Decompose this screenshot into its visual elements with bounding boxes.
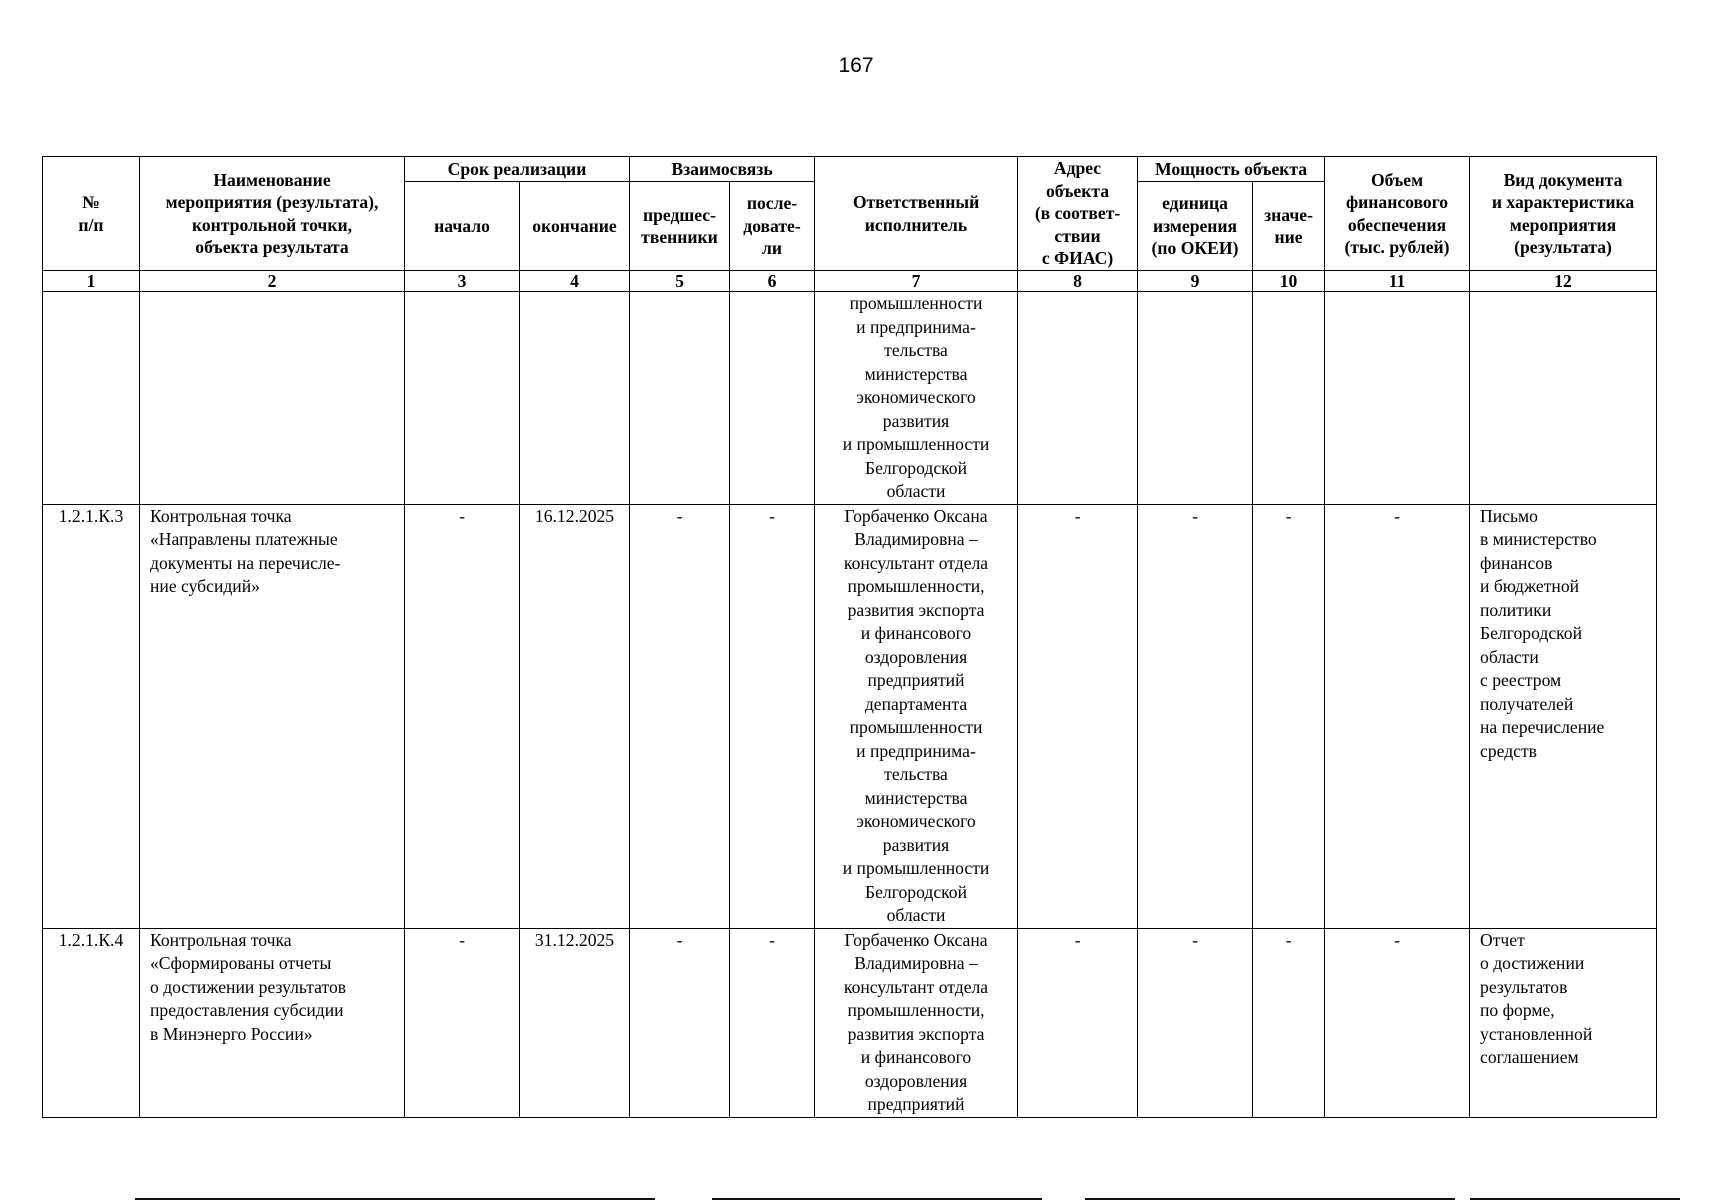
header-group-relation: Взаимосвязь — [630, 157, 815, 182]
cell-finance: - — [1325, 504, 1470, 928]
column-number: 5 — [630, 271, 730, 292]
cell-unit: - — [1138, 504, 1253, 928]
cell-name: Контрольная точка «Сформированы отчеты о достижении результатов предоставления субсидии в Минэнерго России» — [140, 928, 405, 1117]
cell-empty — [140, 292, 405, 505]
cell-start: - — [405, 504, 520, 928]
table-row — [43, 928, 1657, 1117]
cell-empty — [1018, 292, 1138, 505]
column-number: 8 — [1018, 271, 1138, 292]
header-doc: Вид документа и характеристика мероприятия (результата) — [1470, 157, 1657, 271]
column-number: 4 — [520, 271, 630, 292]
header-executor: Ответственный исполнитель — [815, 157, 1018, 271]
table-row — [43, 504, 1657, 928]
column-number: 6 — [730, 271, 815, 292]
cell-executor: промышленности и предпринима- тельства министерства экономического развития и промышленности Белгородской области — [815, 292, 1018, 505]
header-number: № п/п — [43, 157, 140, 271]
cell-doc: Письмо в министерство финансов и бюджетной политики Белгородской области с реестром получателей на перечисление средств — [1470, 504, 1657, 928]
header-value: значе- ние — [1253, 182, 1325, 271]
column-number: 9 — [1138, 271, 1253, 292]
header-end: окончание — [520, 182, 630, 271]
cell-start: - — [405, 928, 520, 1117]
cell-empty — [520, 292, 630, 505]
cell-empty — [43, 292, 140, 505]
header-group-capacity: Мощность объекта — [1138, 157, 1325, 182]
cell-empty — [1325, 292, 1470, 505]
column-number: 1 — [43, 271, 140, 292]
header-finance: Объем финансового обеспечения (тыс. рублей) — [1325, 157, 1470, 271]
cell-empty — [1138, 292, 1253, 505]
activities-table — [42, 156, 1657, 1118]
cell-empty — [405, 292, 520, 505]
cell-doc: Отчет о достижении результатов по форме, установленной соглашением — [1470, 928, 1657, 1117]
cell-empty — [1470, 292, 1657, 505]
header-unit: единица измерения (по ОКЕИ) — [1138, 182, 1253, 271]
cell-predecessors: - — [630, 928, 730, 1117]
cell-empty — [1253, 292, 1325, 505]
cell-predecessors: - — [630, 504, 730, 928]
cell-empty — [630, 292, 730, 505]
cell-id: 1.2.1.К.4 — [43, 928, 140, 1117]
cell-successors: - — [730, 928, 815, 1117]
cell-name: Контрольная точка «Направлены платежные документы на перечисле- ние субсидий» — [140, 504, 405, 928]
header-successors: после- довате- ли — [730, 182, 815, 271]
column-number: 12 — [1470, 271, 1657, 292]
header-group-timeframe: Срок реализации — [405, 157, 630, 182]
cell-address: - — [1018, 928, 1138, 1117]
cell-address: - — [1018, 504, 1138, 928]
cell-finance: - — [1325, 928, 1470, 1117]
column-number: 10 — [1253, 271, 1325, 292]
cell-end: 31.12.2025 — [520, 928, 630, 1117]
cell-id: 1.2.1.К.3 — [43, 504, 140, 928]
header-name: Наименование мероприятия (результата), контрольной точки, объекта результата — [140, 157, 405, 271]
header-address: Адрес объекта (в соответ- ствии с ФИАС) — [1018, 157, 1138, 271]
table-row-continuation — [43, 292, 1657, 505]
cell-executor: Горбаченко Оксана Владимировна – консультант отдела промышленности, развития экспорта и финансового оздоровления предприятий департамента промышленности и предпринима- тельства министерства экономического развития и промышленности Белгородской области — [815, 504, 1018, 928]
cell-value: - — [1253, 928, 1325, 1117]
column-number: 11 — [1325, 271, 1470, 292]
header-predecessors: предшес- твенники — [630, 182, 730, 271]
cell-value: - — [1253, 504, 1325, 928]
cell-end: 16.12.2025 — [520, 504, 630, 928]
page-number: 167 — [838, 54, 874, 77]
cell-executor: Горбаченко Оксана Владимировна – консультант отдела промышленности, развития экспорта и финансового оздоровления предприятий — [815, 928, 1018, 1117]
column-number: 3 — [405, 271, 520, 292]
column-number: 7 — [815, 271, 1018, 292]
cell-successors: - — [730, 504, 815, 928]
header-start: начало — [405, 182, 520, 271]
cell-empty — [730, 292, 815, 505]
cell-unit: - — [1138, 928, 1253, 1117]
column-number: 2 — [140, 271, 405, 292]
